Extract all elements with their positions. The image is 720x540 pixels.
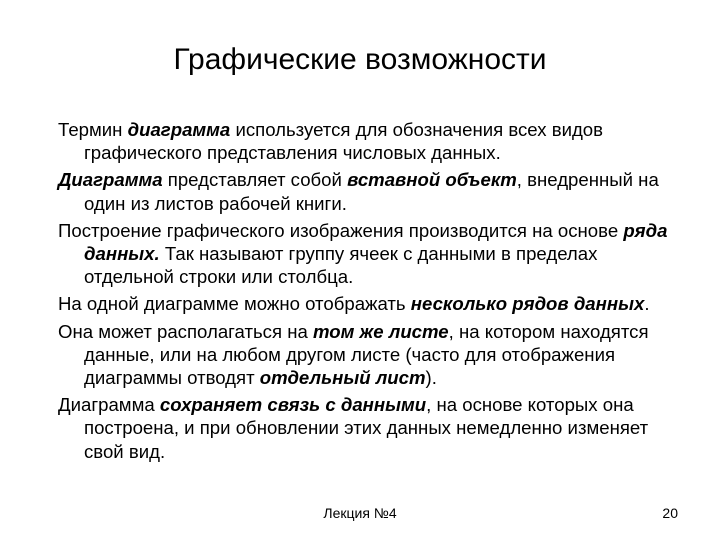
text-run: Построение графического изображения производится на основе bbox=[58, 219, 624, 241]
paragraph bbox=[58, 292, 688, 315]
footer-lecture-label: Лекция №4 bbox=[323, 505, 397, 521]
emphasized-term: ряда данных. bbox=[84, 219, 668, 265]
emphasized-term: сохраняет связь с данными bbox=[159, 394, 427, 416]
emphasized-term: Диаграмма bbox=[58, 169, 163, 191]
paragraph bbox=[58, 320, 688, 390]
slide-body bbox=[58, 118, 688, 467]
emphasized-term: том же листе bbox=[312, 320, 449, 342]
text-run: Так называют группу ячеек с данными в пределах отдельной строки или столбца. bbox=[84, 243, 598, 288]
paragraph bbox=[58, 393, 688, 463]
emphasized-term: вставной объект bbox=[347, 169, 517, 191]
text-run: Диаграмма bbox=[58, 394, 160, 416]
text-run: представляет собой bbox=[162, 169, 348, 191]
paragraph bbox=[58, 118, 688, 164]
emphasized-term: несколько рядов данных bbox=[410, 293, 645, 315]
page-number: 20 bbox=[662, 505, 678, 521]
text-run: Термин bbox=[58, 119, 128, 140]
text-run: Она может располагаться на bbox=[58, 320, 313, 342]
slide-title: Графические возможности bbox=[173, 43, 547, 76]
text-run: , на основе которых она построена, и при обновлении этих данных немедленно изменяет свой вид. bbox=[84, 394, 649, 462]
text-run: используется для обозначения всех видов графического представления числовых данных. bbox=[84, 119, 604, 164]
paragraph bbox=[58, 168, 688, 214]
paragraph bbox=[58, 219, 688, 289]
text-run: , внедренный на один из листов рабочей книги. bbox=[84, 169, 659, 214]
text-run: На одной диаграмме можно отображать bbox=[58, 293, 411, 315]
text-run: , на котором находятся данные, или на любом другом листе (часто для отображения диаграммы отводят bbox=[84, 320, 649, 389]
text-run: ). bbox=[425, 367, 437, 389]
emphasized-term: диаграмма bbox=[127, 119, 231, 140]
emphasized-term: отдельный лист bbox=[259, 367, 426, 389]
text-run: . bbox=[644, 293, 650, 315]
